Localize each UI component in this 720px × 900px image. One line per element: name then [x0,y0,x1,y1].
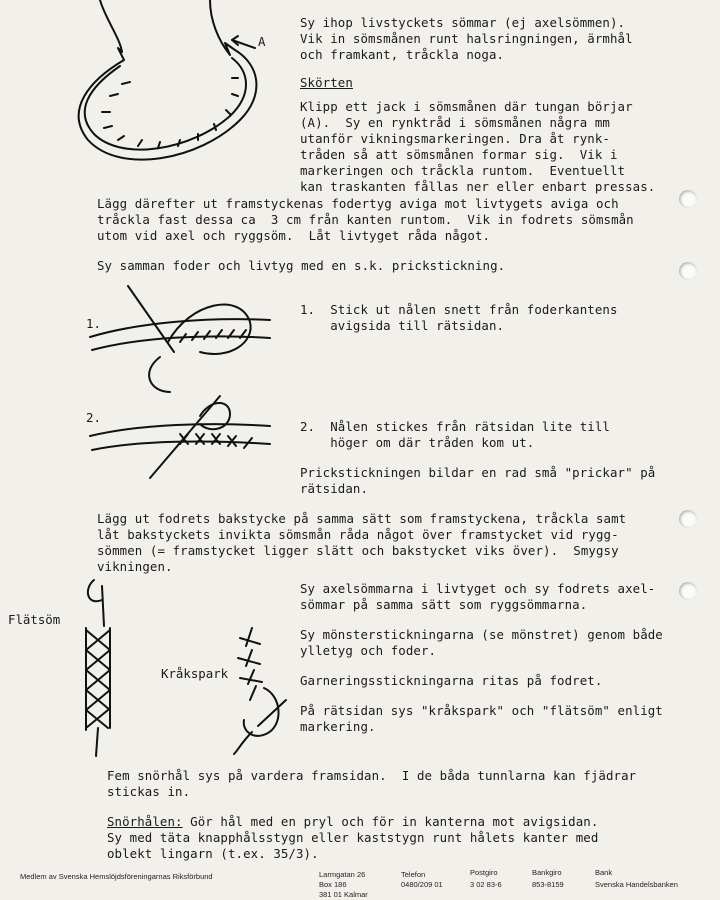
binder-hole-3 [679,510,697,528]
pattern-line-2: ylletyg och foder. [300,643,437,658]
footer-postgiro-label: Postgiro [470,868,498,877]
step2-line-1: 2. Nålen stickes från rätsidan lite till [300,419,610,434]
prickstickning-step1-illustration [80,282,280,392]
figure-label-step2: 2. [86,410,101,425]
footer-member: Medlem av Svenska Hemslöjdsföreningarnas Riksförbund [20,872,213,881]
skirt-heading: Skörten [300,75,353,90]
footer-bankgiro-label: Bankgiro [532,868,562,877]
footer-bank-label: Bank [595,868,613,877]
figure-label-krakspark: Kråkspark [161,666,229,681]
prick-result-line-1: Prickstickningen bildar en rad små "prickar" på [300,465,656,480]
figure-label-a: A [258,34,266,49]
lining-line-2: tråckla fast dessa ca 3 cm från kanten runtom. Vik in fodrets sömsmån [97,212,634,227]
flatsom-illustration [80,578,120,758]
step2-line-2: höger om där tråden kom ut. [300,435,535,450]
footer-bank: Svenska Handelsbanken [595,880,678,889]
rightside-line-2: markering. [300,719,376,734]
snorhal-heading: Snörhålen: [107,814,183,829]
footer-postgiro: 3 02 83-6 [470,880,502,889]
snorhal-line-3: oblekt lingarn (t.ex. 35/3). [107,846,319,861]
lining-line-3: utom vid axel och ryggsöm. Låt livtyget råda något. [97,228,491,243]
shoulder-line-2: sömmar på samma sätt som ryggsömmarna. [300,597,588,612]
back-line-3: sömmen (= framstycket ligger slätt och bakstycket viks över). Smygsy [97,543,619,558]
intro-line-1: Sy ihop livstyckets sömmar (ej axelsömmen). [300,15,626,30]
step1-line-2: avigsida till rätsidan. [300,318,505,333]
krakspark-illustration [222,626,292,756]
snorhal-line-1 [107,814,598,830]
intro-line-2: Vik in sömsmånen runt halsringningen, ärmhål [300,31,633,46]
footer-phone-label: Telefon [401,870,426,879]
prick-intro: Sy samman foder och livtyg med en s.k. prickstickning. [97,258,506,273]
footer-address-3: 381 01 Kalmar [319,890,368,899]
footer-address-1: Larmgatan 26 [319,870,366,879]
holes-line-2: stickas in. [107,784,191,799]
snorhal-first-line: Gör hål med en pryl och för in kanterna mot avigsidan. [182,814,599,829]
skirt-line-2: (A). Sy en rynktråd i sömsmånen några mm [300,115,610,130]
figure-label-step1: 1. [86,316,101,331]
shoulder-line-1: Sy axelsömmarna i livtyget och sy fodrets axel- [300,581,656,596]
intro-line-3: och framkant, tråckla noga. [300,47,505,62]
lining-line-1: Lägg därefter ut framstyckenas fodertyg aviga mot livtygets aviga och [97,196,619,211]
neckline-illustration [60,0,290,180]
rightside-line-1: På rätsidan sys "kråkspark" och "flätsöm" enligt [300,703,663,718]
prick-result-line-2: rätsidan. [300,481,369,496]
snorhal-line-2: Sy med täta knapphålsstygn eller kaststygn runt hålets kanter med [107,830,599,845]
footer-bankgiro: 853-8159 [532,880,564,889]
skirt-line-1: Klipp ett jack i sömsmånen där tungan börjar [300,99,633,114]
back-line-1: Lägg ut fodrets bakstycke på samma sätt som framstyckena, tråckla samt [97,511,627,526]
back-line-2: låt bakstyckets invikta sömsmån råda något över framstycket vid rygg- [97,527,619,542]
footer-phone: 0480/209 01 [401,880,443,889]
skirt-line-5: markeringen och tråckla runtom. Eventuellt [300,163,626,178]
back-line-4: vikningen. [97,559,173,574]
skirt-line-3: utanför vikningsmarkeringen. Dra åt rynk- [300,131,610,146]
skirt-line-4: tråden så att sömsmånen formar sig. Vik i [300,147,618,162]
garnering-line-1: Garneringsstickningarna ritas på fodret. [300,673,603,688]
figure-label-flatsom: Flätsöm [8,612,61,627]
binder-hole-2 [679,262,697,280]
binder-hole-1 [679,190,697,208]
holes-line-1: Fem snörhål sys på vardera framsidan. I de båda tunnlarna kan fjädrar [107,768,637,783]
step1-line-1: 1. Stick ut nålen snett från foderkantens [300,302,618,317]
binder-hole-4 [679,582,697,600]
prickstickning-step2-illustration [80,394,280,484]
skirt-line-6: kan traskanten fållas ner eller enbart pressas. [300,179,656,194]
footer-address-2: Box 186 [319,880,347,889]
pattern-line-1: Sy mönsterstickningarna (se mönstret) genom både [300,627,663,642]
